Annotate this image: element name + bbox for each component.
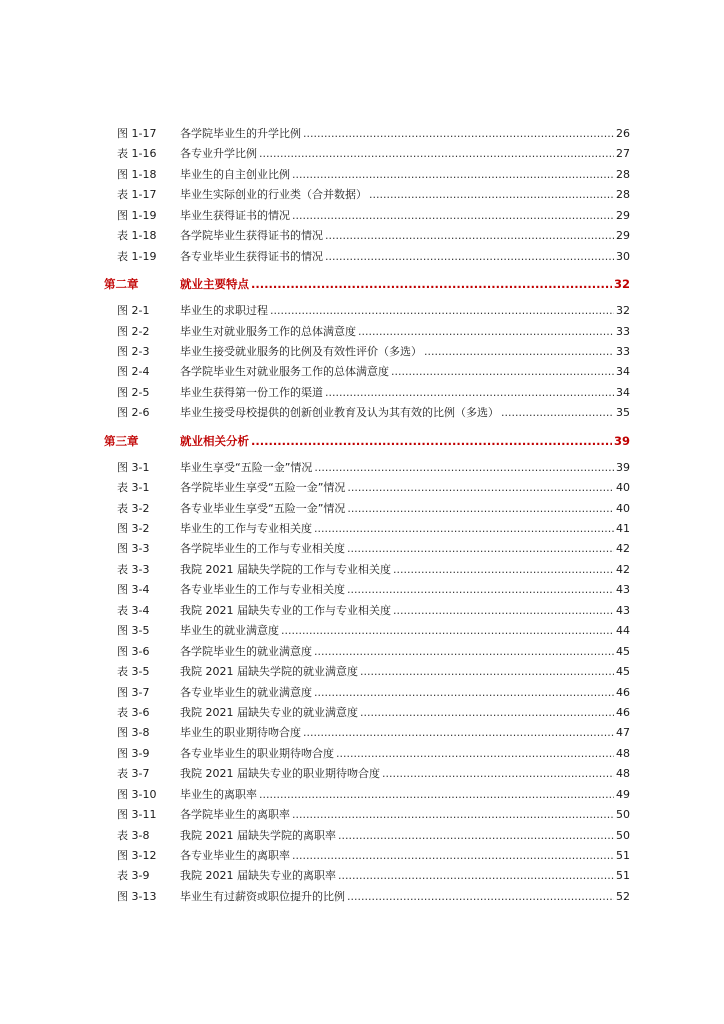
toc-leader-dots (314, 519, 614, 539)
toc-entry[interactable] (0, 887, 724, 907)
toc-title-line (180, 662, 630, 682)
toc-title-line (180, 887, 630, 907)
toc-entry[interactable] (0, 322, 724, 342)
toc-title: 各学院毕业生的升学比例 (180, 127, 301, 140)
toc-entry[interactable] (0, 723, 724, 743)
toc-label: 表 3-9 (117, 869, 150, 883)
toc-title: 毕业生的就业满意度 (180, 624, 279, 638)
toc-page-number: 35 (616, 406, 630, 420)
toc-label: 图 3-1 (117, 460, 150, 474)
toc-page-number: 48 (616, 767, 630, 781)
toc-title: 毕业生的自主创业比例 (180, 167, 290, 181)
toc-leader-dots (292, 846, 614, 866)
toc-entry[interactable] (0, 383, 724, 403)
toc-page-number: 47 (616, 726, 630, 740)
toc-entry[interactable] (0, 744, 724, 764)
toc-entry[interactable] (0, 539, 724, 559)
toc-entry[interactable] (0, 185, 724, 205)
toc-title: 就业相关分析 (180, 433, 249, 448)
toc-title: 我院 2021 届缺失学院的就业满意度 (180, 665, 358, 679)
toc-page-number: 50 (616, 828, 630, 842)
toc-label: 图 2-1 (117, 304, 150, 318)
toc-page-number: 46 (616, 685, 630, 699)
toc-page-number: 45 (616, 644, 630, 658)
toc-leader-dots (424, 342, 614, 362)
toc-title-line (180, 621, 630, 641)
toc-leader-dots (325, 226, 614, 246)
toc-leader-dots (382, 764, 614, 784)
toc-entry[interactable] (0, 247, 724, 267)
toc-entry[interactable] (0, 519, 724, 539)
toc-title: 我院 2021 届缺失专业的离职率 (180, 869, 336, 883)
toc-page-number: 46 (616, 705, 630, 719)
toc-entry[interactable] (0, 301, 724, 321)
toc-page-number: 39 (616, 460, 630, 474)
toc-page-number: 52 (616, 889, 630, 903)
toc-entry[interactable] (0, 403, 724, 423)
toc-entry[interactable] (0, 683, 724, 703)
toc-title-line (180, 478, 630, 498)
toc-leader-dots (393, 601, 614, 621)
toc-title: 各学院毕业生获得证书的情况 (180, 229, 323, 243)
toc-leader-dots (303, 723, 614, 743)
toc-page-number: 45 (616, 665, 630, 679)
toc-leader-dots (292, 165, 614, 185)
toc-title: 毕业生有过薪资或职位提升的比例 (180, 889, 345, 903)
toc-title: 毕业生享受“五险一金”情况 (180, 460, 313, 474)
toc-entry[interactable] (0, 621, 724, 641)
toc-title-line (180, 499, 630, 519)
toc-label: 图 3-11 (117, 808, 157, 822)
toc-leader-dots (369, 185, 614, 205)
toc-label: 图 1-18 (117, 167, 157, 181)
toc-label: 表 3-4 (117, 603, 150, 617)
toc-label: 图 3-2 (117, 522, 150, 535)
toc-title: 毕业生的职业期待吻合度 (180, 726, 301, 740)
toc-title: 各专业毕业生享受“五险一金”情况 (180, 501, 346, 515)
toc-title: 各专业毕业生的职业期待吻合度 (180, 746, 334, 760)
toc-page-number: 43 (616, 583, 630, 597)
toc-page-number: 33 (616, 344, 630, 358)
toc-entry[interactable] (0, 662, 724, 682)
toc-entry[interactable] (0, 601, 724, 621)
toc-title: 毕业生获得证书的情况 (180, 208, 290, 222)
toc-label: 图 3-9 (117, 746, 150, 760)
toc-title-line (180, 144, 630, 164)
toc-title: 毕业生获得第一份工作的渠道 (180, 385, 323, 399)
toc-page-number: 40 (616, 501, 630, 515)
toc-title: 毕业生接受母校提供的创新创业教育及认为其有效的比例（多选） (180, 406, 499, 420)
toc-entry[interactable] (0, 499, 724, 519)
toc-title-line (180, 826, 630, 846)
toc-leader-dots (391, 362, 614, 382)
toc-title-line (180, 601, 630, 621)
toc-entry[interactable] (0, 124, 724, 144)
toc-label: 表 1-16 (117, 147, 157, 161)
toc-title-line (180, 458, 630, 478)
toc-title-line (180, 430, 630, 452)
toc-title: 各专业毕业生的就业满意度 (180, 685, 312, 699)
toc-label: 图 1-17 (117, 127, 157, 140)
toc-leader-dots (347, 580, 614, 600)
toc-title: 各专业毕业生获得证书的情况 (180, 249, 323, 263)
toc-title: 各学院毕业生对就业服务工作的总体满意度 (180, 365, 389, 379)
toc-title-line (180, 764, 630, 784)
toc-label: 表 3-7 (117, 767, 150, 781)
toc-title-line (180, 683, 630, 703)
toc-label: 图 3-5 (117, 624, 150, 638)
toc-page-number: 32 (616, 304, 630, 318)
toc-leader-dots (270, 301, 614, 321)
toc-leader-dots (259, 785, 614, 805)
toc-label: 图 2-2 (117, 324, 150, 338)
toc-chapter-entry[interactable] (0, 273, 724, 295)
toc-entry[interactable] (0, 866, 724, 886)
toc-entry[interactable] (0, 165, 724, 185)
toc-title-line (180, 539, 630, 559)
toc-leader-dots (501, 403, 614, 423)
toc-leader-dots (360, 703, 614, 723)
toc-leader-dots (259, 144, 614, 164)
toc-title-line (180, 165, 630, 185)
toc-label: 图 3-7 (117, 685, 150, 699)
toc-page-number: 51 (616, 849, 630, 862)
toc-label: 表 1-17 (117, 188, 157, 202)
toc-title: 各学院毕业生享受“五险一金”情况 (180, 481, 346, 495)
toc-entry[interactable] (0, 805, 724, 825)
toc-label: 图 2-4 (117, 365, 150, 379)
toc-entry[interactable] (0, 642, 724, 662)
toc-title-line (180, 519, 630, 539)
toc-title-line (180, 866, 630, 886)
toc-entry[interactable] (0, 826, 724, 846)
toc-leader-dots (325, 383, 614, 403)
toc-page-number: 50 (616, 808, 630, 822)
toc-title-line (180, 273, 630, 295)
toc-label: 图 3-4 (117, 583, 150, 597)
toc-leader-dots (281, 621, 614, 641)
toc-label: 表 3-3 (117, 562, 150, 576)
toc-title-line (180, 206, 630, 226)
toc-entry[interactable] (0, 478, 724, 498)
toc-entry[interactable] (0, 362, 724, 382)
toc-leader-dots (292, 805, 614, 825)
toc-page-number: 39 (613, 433, 630, 448)
toc-title: 我院 2021 届缺失专业的工作与专业相关度 (180, 603, 391, 617)
toc-page-number: 26 (616, 127, 630, 140)
toc-title-line (180, 322, 630, 342)
toc-leader-dots (347, 499, 614, 519)
toc-title-line (180, 247, 630, 267)
toc-title-line (180, 723, 630, 743)
toc-leader-dots (251, 430, 612, 452)
toc-label: 图 3-6 (117, 644, 150, 658)
toc-title: 各专业毕业生的离职率 (180, 849, 290, 862)
toc-title-line (180, 403, 630, 423)
toc-page-number: 28 (616, 167, 630, 181)
toc-leader-dots (314, 683, 614, 703)
toc-page-number: 29 (616, 208, 630, 222)
toc-page-number: 49 (616, 787, 630, 801)
toc-title-line (180, 301, 630, 321)
toc-chapter-entry[interactable] (0, 430, 724, 452)
toc-title-line (180, 226, 630, 246)
toc-title: 我院 2021 届缺失学院的工作与专业相关度 (180, 562, 391, 576)
toc-label: 表 1-18 (117, 229, 157, 243)
toc-label: 第三章 (104, 433, 139, 448)
toc-leader-dots (325, 247, 614, 267)
toc-label: 图 2-5 (117, 385, 150, 399)
toc-entry[interactable] (0, 458, 724, 478)
toc-entry[interactable] (0, 226, 724, 246)
toc-label: 图 2-3 (117, 344, 150, 358)
toc-page-number: 33 (616, 324, 630, 338)
toc-title-line (180, 383, 630, 403)
toc-entry[interactable] (0, 206, 724, 226)
toc-entry[interactable] (0, 342, 724, 362)
toc-title: 我院 2021 届缺失学院的离职率 (180, 828, 336, 842)
toc-label: 图 3-8 (117, 726, 150, 740)
toc-leader-dots (347, 478, 614, 498)
toc-leader-dots (338, 826, 614, 846)
toc-title: 我院 2021 届缺失专业的就业满意度 (180, 705, 358, 719)
toc-leader-dots (393, 560, 614, 580)
toc-entry[interactable] (0, 764, 724, 784)
toc-leader-dots (360, 662, 614, 682)
toc-label: 图 3-10 (117, 787, 157, 801)
toc-page-number: 40 (616, 481, 630, 495)
toc-title-line (180, 642, 630, 662)
toc-title: 各学院毕业生的工作与专业相关度 (180, 542, 345, 556)
toc-title: 毕业生的离职率 (180, 787, 257, 801)
toc-title: 各专业升学比例 (180, 147, 257, 161)
toc-page-number: 27 (616, 147, 630, 161)
toc-page-number: 51 (616, 869, 630, 883)
toc-leader-dots (251, 273, 612, 295)
toc-title-line (180, 185, 630, 205)
toc-title-line (180, 744, 630, 764)
toc-leader-dots (314, 458, 614, 478)
toc-page-number: 30 (616, 249, 630, 263)
toc-page-number: 29 (616, 229, 630, 243)
toc-page-number: 32 (613, 277, 630, 292)
toc-entry[interactable] (0, 703, 724, 723)
toc-label: 表 3-1 (117, 481, 150, 495)
toc-label: 图 3-3 (117, 542, 150, 556)
toc-page-number: 43 (616, 603, 630, 617)
toc-title: 毕业生实际创业的行业类（合并数据） (180, 188, 367, 202)
toc-title: 各专业毕业生的工作与专业相关度 (180, 583, 345, 597)
toc-title-line (180, 703, 630, 723)
toc-title: 我院 2021 届缺失专业的职业期待吻合度 (180, 767, 380, 781)
toc-title-line (180, 560, 630, 580)
toc-leader-dots (292, 206, 614, 226)
toc-entry[interactable] (0, 560, 724, 580)
toc-label: 图 3-13 (117, 889, 157, 903)
toc-label: 图 3-12 (117, 849, 157, 862)
toc-title-line (180, 805, 630, 825)
toc-title: 就业主要特点 (180, 277, 249, 292)
toc-leader-dots (314, 642, 614, 662)
toc-page-number: 42 (616, 562, 630, 576)
toc-title-line (180, 362, 630, 382)
toc-label: 表 3-6 (117, 705, 150, 719)
toc-title: 毕业生的工作与专业相关度 (180, 522, 312, 535)
toc-entry[interactable] (0, 580, 724, 600)
toc-leader-dots (347, 539, 614, 559)
toc-title-line (180, 124, 630, 144)
toc-title-line (180, 785, 630, 805)
table-of-contents (0, 124, 724, 907)
toc-label: 表 3-8 (117, 828, 150, 842)
toc-page-number: 28 (616, 188, 630, 202)
toc-title: 毕业生接受就业服务的比例及有效性评价（多选） (180, 344, 422, 358)
toc-leader-dots (303, 124, 614, 144)
toc-title: 各学院毕业生的就业满意度 (180, 644, 312, 658)
toc-label: 图 1-19 (117, 208, 157, 222)
toc-page-number: 42 (616, 542, 630, 556)
toc-entry[interactable] (0, 846, 724, 866)
toc-label: 表 3-2 (117, 501, 150, 515)
toc-leader-dots (336, 744, 614, 764)
toc-leader-dots (358, 322, 614, 342)
toc-title-line (180, 580, 630, 600)
toc-label: 第二章 (104, 277, 139, 292)
toc-page-number: 44 (616, 624, 630, 638)
toc-page-number: 34 (616, 365, 630, 379)
toc-label: 图 2-6 (117, 406, 150, 420)
toc-label: 表 1-19 (117, 249, 157, 263)
toc-leader-dots (338, 866, 614, 886)
toc-title-line (180, 342, 630, 362)
toc-title: 各学院毕业生的离职率 (180, 808, 290, 822)
toc-entry[interactable] (0, 144, 724, 164)
toc-page-number: 48 (616, 746, 630, 760)
toc-title-line (180, 846, 630, 866)
toc-leader-dots (347, 887, 614, 907)
toc-page-number: 41 (616, 522, 630, 535)
toc-title: 毕业生对就业服务工作的总体满意度 (180, 324, 356, 338)
toc-label: 表 3-5 (117, 665, 150, 679)
toc-entry[interactable] (0, 785, 724, 805)
toc-page-number: 34 (616, 385, 630, 399)
toc-title: 毕业生的求职过程 (180, 304, 268, 318)
